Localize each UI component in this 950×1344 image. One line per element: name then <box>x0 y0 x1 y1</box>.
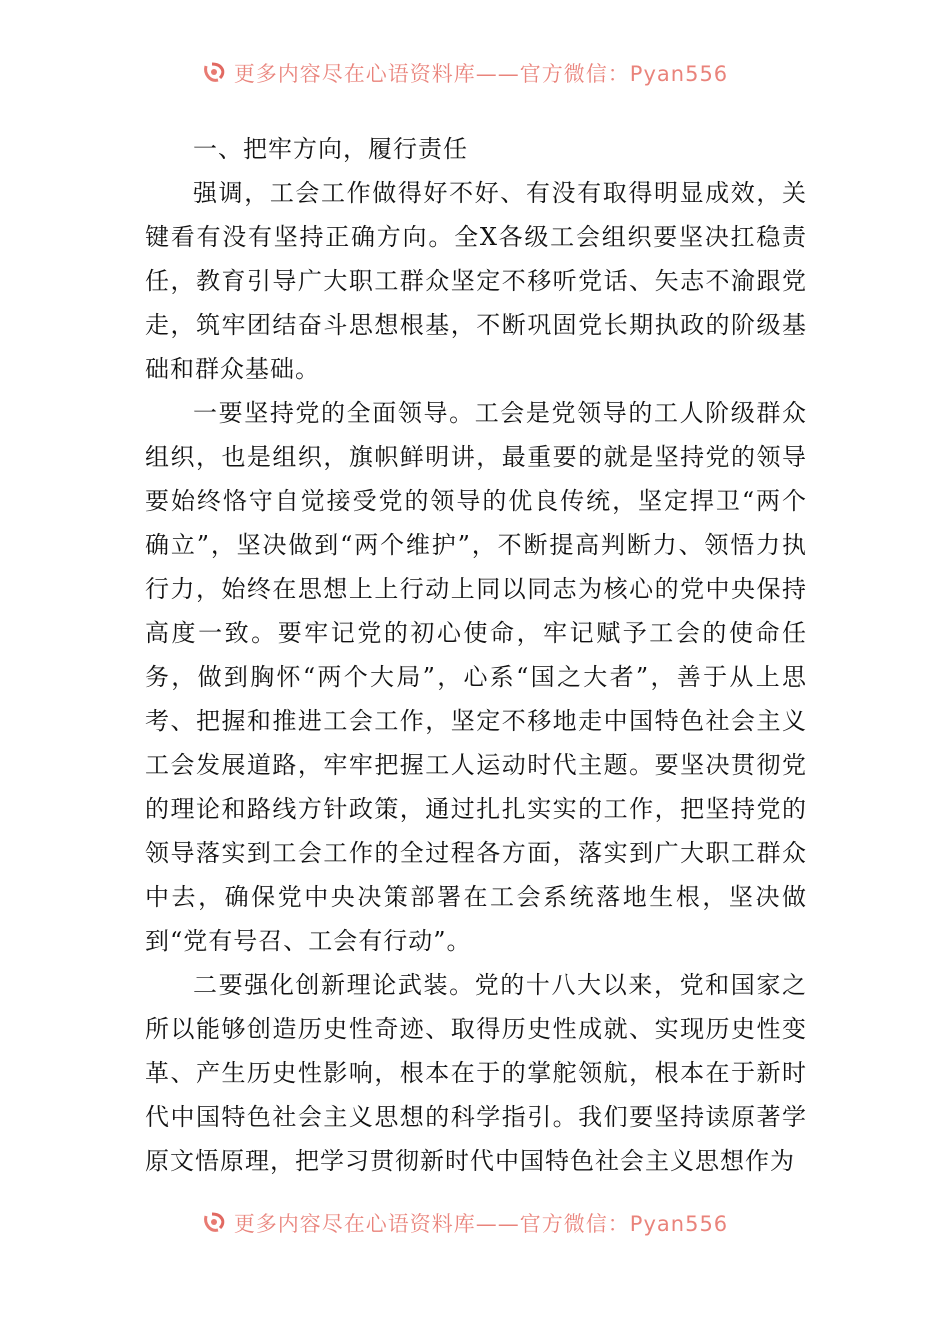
watermark-text: 更多内容尽在心语资料库——官方微信：Pyan556 <box>233 62 729 86</box>
header-watermark <box>0 56 950 90</box>
paragraph: 一要坚持党的全面领导。工会是党领导的工人阶级群众组织，也是组织，旗帜鲜明讲，最重要的就是坚持党的领导要始终恪守自觉接受党的领导的优良传统，坚定捍卫“两个确立”，坚决做到“两个维护”，不断提高判断力、领悟力执行力，始终在思想上上行动上同以同志为核心的党中央保持高度一致。要牢记党的初心使命，牢记赋予工会的使命任务，做到胸怀“两个大局”，心系“国之大者”，善于从上思考、把握和推进工会工作，坚定不移地走中国特色社会主义工会发展道路，牢牢把握工人运动时代主题。要坚决贯彻党的理论和路线方针政策，通过扎扎实实的工作，把坚持党的领导落实到工会工作的全过程各方面，落实到广大职工群众中去，确保党中央决策部署在工会系统落地生根，坚决做到“党有号召、工会有行动”。 <box>145 399 807 955</box>
paragraph: 二要强化创新理论武装。党的十八大以来，党和国家之所以能够创造历史性奇迹、取得历史性成就、实现历史性变革、产生历史性影响，根本在于的掌舵领航，根本在于新时代中国特色社会主义思想的科学指引。我们要坚持读原著学原文悟原理，把学习贯彻新时代中国特色社会主义思想作为 <box>145 971 807 1175</box>
paragraph: 强调，工会工作做得好不好、有没有取得明显成效，关键看有没有坚持正确方向。全X各级工会组织要坚决扛稳责任，教育引导广大职工群众坚定不移听党话、矢志不渝跟党走，筑牢团结奋斗思想根基，不断巩固党长期执政的阶级基础和群众基础。 <box>145 179 807 383</box>
watermark-text: 更多内容尽在心语资料库——官方微信：Pyan556 <box>233 1212 729 1236</box>
brand-logo-icon <box>202 1210 228 1236</box>
brand-logo-icon <box>202 60 228 86</box>
section-heading: 一、把牢方向，履行责任 <box>193 135 468 163</box>
document-body <box>145 127 807 1183</box>
footer-watermark <box>0 1206 950 1240</box>
